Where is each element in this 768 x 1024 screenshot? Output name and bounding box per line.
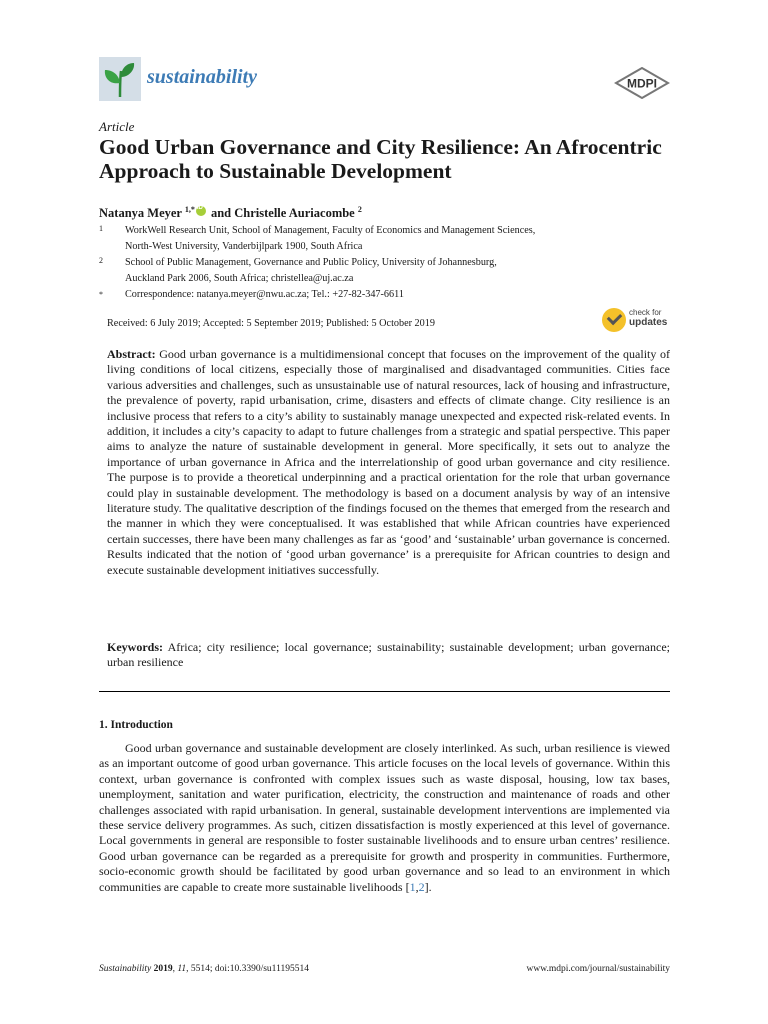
article-type: Article xyxy=(99,119,135,134)
correspondence-text[interactable]: Correspondence: natanya.meyer@nwu.ac.za; Tel.: +27-82-347-6611 xyxy=(125,289,404,300)
footer-year: 2019 xyxy=(153,964,173,974)
keywords-label: Keywords: xyxy=(107,640,163,654)
citation-link[interactable]: 1 xyxy=(409,879,416,894)
orcid-icon[interactable] xyxy=(196,206,206,216)
author-affiliation-marker: 1,* xyxy=(184,205,195,214)
sentence-end: . xyxy=(428,879,432,894)
affiliation-marker: * xyxy=(99,290,103,299)
section-divider xyxy=(99,691,670,692)
check-for-updates-button[interactable] xyxy=(602,307,672,333)
affiliation-text: North-West University, Vanderbijlpark 1900, South Africa xyxy=(125,241,363,252)
section-heading: 1. Introduction xyxy=(99,719,173,731)
keywords-text: Africa; city resilience; local governance; sustainability; sustainable development; urban governance; urban resilience xyxy=(107,640,670,670)
abstract-text: Good urban governance is a multidimensional concept that focuses on the improvement of the quality of living conditions of local citizens, especially those of marginalised and disadvantaged communities. Cities face various adversities and challenges, such as unsustainable use of natural resources, lack of housing and infrastructure, the prevalence of poverty, rapid urbanisation, crime, disasters and effects of climate change. City resilience is an inclusive process that refers to a city’s ability to sustainably manage unexpected and expected risk-related events. In addition, it includes a city’s capacity to adapt to future challenges from a strategic and spatial perspective. This paper aims to analyze the nature of sustainable development in general. More specifically, it sets out to analyze the importance of urban governance in Africa and the interrelationship of good urban governance and city resilience. The purpose is to provide a theoretical underpinning and a practical orientation for the role that urban governance could play in sustainable development. The methodology is based on a document analysis by way of an intensive literature study. The qualitative description of the findings focused on the themes that emerged from the research and the manner in which they were conceptualised. It was established that while African countries have experienced certain successes, there have been many challenges as far as ‘good’ and ‘sustainable’ urban governance is concerned. Results indicated that the notion of ‘good urban governance’ is a prerequisite for African countries to design and execute sustainable development initiatives successfully. xyxy=(107,347,670,577)
author-affiliation-marker: 2 xyxy=(357,205,362,214)
keywords xyxy=(107,640,670,671)
affiliation-marker: 1 xyxy=(99,224,103,233)
publication-dates: Received: 6 July 2019; Accepted: 5 September 2019; Published: 5 October 2019 xyxy=(107,318,435,329)
abstract xyxy=(107,347,670,578)
affiliation-text: WorkWell Research Unit, School of Management, Faculty of Economics and Management Sciences, xyxy=(125,225,536,236)
citation-link[interactable]: 2 xyxy=(418,879,425,894)
affiliation-text: School of Public Management, Governance and Public Policy, University of Johannesburg, xyxy=(125,257,497,268)
citation-separator: , xyxy=(415,879,419,894)
article-title: Good Urban Governance and City Resilience: An Afrocentric Approach to Sustainable Development xyxy=(99,135,662,183)
mdpi-logo[interactable] xyxy=(614,67,670,99)
abstract-label: Abstract: xyxy=(107,347,156,361)
journal-name[interactable]: sustainability xyxy=(147,66,258,88)
introduction-paragraph xyxy=(99,741,670,895)
footer-citation: Sustainability 2019, 11, 5514; doi:10.3390/su11195514 xyxy=(99,964,309,974)
affiliation-marker: 2 xyxy=(99,256,103,265)
footer-doi[interactable]: , 5514; doi:10.3390/su11195514 xyxy=(186,964,309,974)
footer-journal: Sustainability xyxy=(99,964,152,974)
mdpi-logo-text: MDPI xyxy=(627,76,657,91)
introduction-text: Good urban governance and sustainable development are closely interlinked. As such, urban resilience is viewed as an important outcome of good urban governance. This article focuses on the local levels of governance. Within this context, urban governance is confronted with complex issues such as waste disposal, housing, low tax bases, unemployment, sanitation and water purification, electricity, the construction and maintenance of roads and other challenges associated with rapid urbanisation. In general, sustainable development interventions are implemented via these service delivery programmes. As such, citizen dissatisfaction is mostly experienced at this level of governance. Local governments in general are responsible to foster sustainable livelihoods and to ensure urban centres’ resilience. Good urban governance can be regarded as a prerequisite for growth and prosperity in communities. Furthermore, socio-economic growth should be facilitated by good urban governance and so lead to an environment in which communities are capable to create more sustainable livelihoods xyxy=(99,741,670,894)
journal-logo xyxy=(99,57,141,101)
author-name[interactable]: Natanya Meyer xyxy=(99,206,182,221)
author-list xyxy=(99,205,362,221)
leaf-icon xyxy=(99,57,141,101)
affiliation-text: Auckland Park 2006, South Africa; christellea@uj.ac.za xyxy=(125,273,354,284)
author-name[interactable]: and Christelle Auriacombe xyxy=(207,206,355,221)
footer-url[interactable]: www.mdpi.com/journal/sustainability xyxy=(526,964,670,974)
citation-bracket: [ xyxy=(405,879,410,894)
check-updates-label: updates xyxy=(629,317,668,328)
check-updates-label: check for xyxy=(629,308,662,317)
footer-volume: 11 xyxy=(177,964,187,974)
checkmark-icon xyxy=(602,308,626,332)
citation-bracket: ] xyxy=(424,879,429,894)
